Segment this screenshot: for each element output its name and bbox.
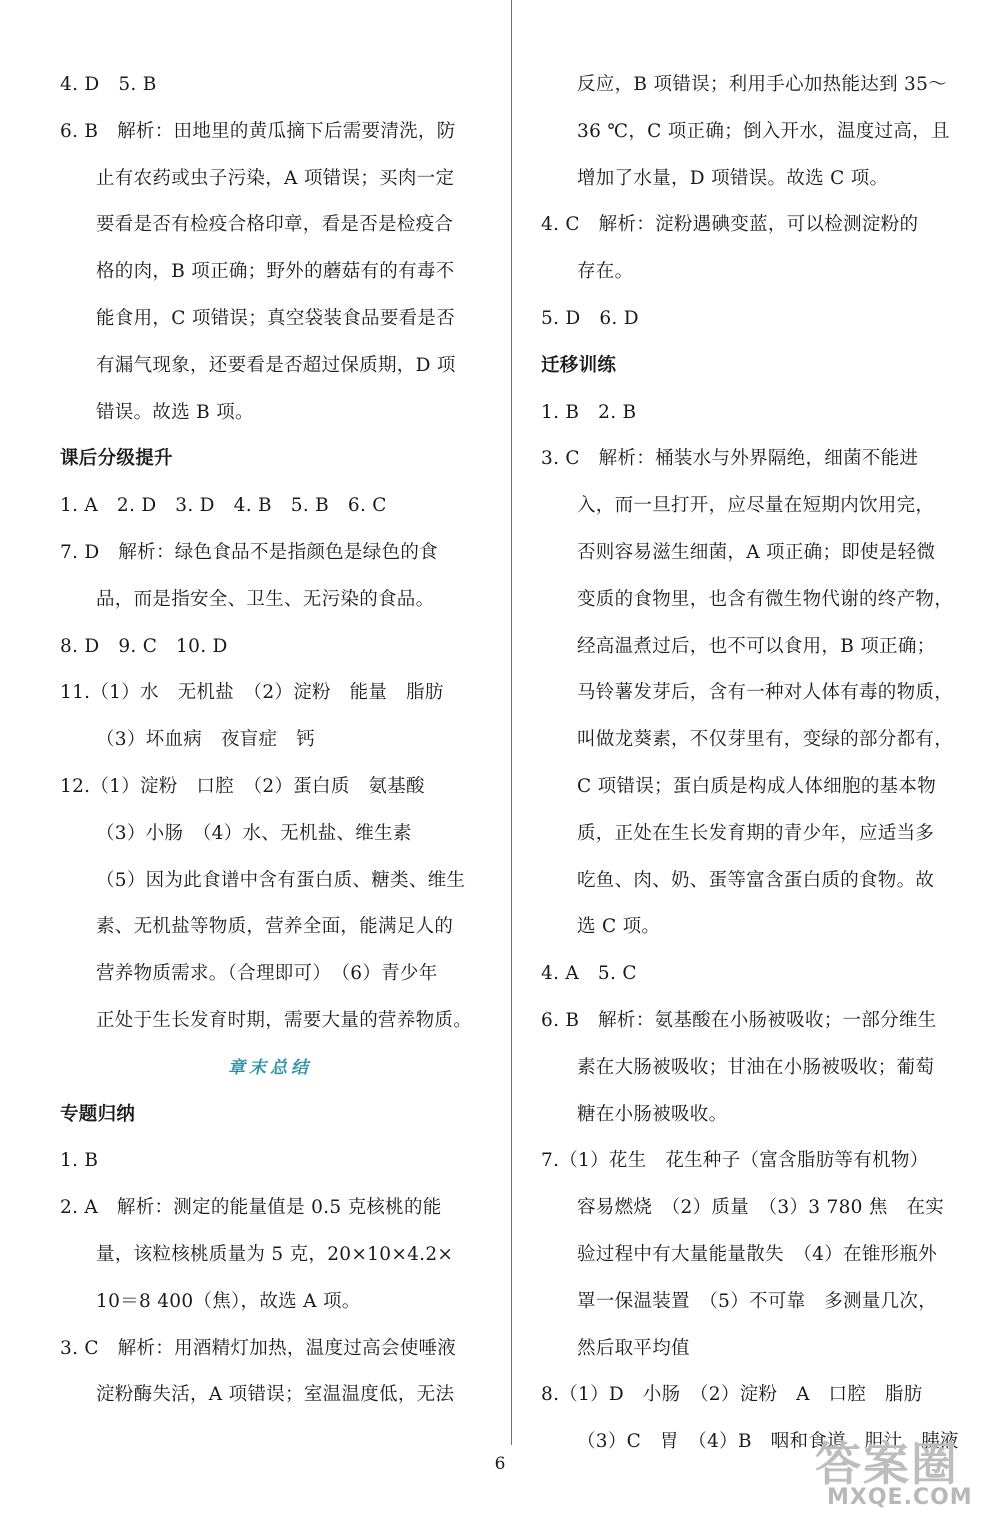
- answer-line: 量，该粒核桃质量为 5 克，20×10×4.2×: [96, 1243, 454, 1265]
- answer-line: 1. A 2. D 3. D 4. B 5. B 6. C: [60, 495, 387, 517]
- right-column: [541, 62, 961, 1466]
- answer-line: 吃鱼、肉、奶、蛋等富含蛋白质的食物。故: [577, 869, 935, 891]
- answer-line: 1. B: [60, 1150, 99, 1172]
- chapter-title: 章末总结: [228, 1057, 312, 1078]
- answer-line: 4. A 5. C: [541, 963, 637, 985]
- answer-line: 存在。: [577, 261, 634, 283]
- answer-line: 反应，B 项错误；利用手心加热能达到 35～: [577, 74, 947, 95]
- answer-line: 糖在小肠被吸收。: [577, 1103, 728, 1125]
- answer-line: 1. B 2. B: [541, 401, 637, 423]
- section-heading: 专题归纳: [60, 1103, 136, 1125]
- answer-line: 马铃薯发芽后，含有一种对人体有毒的物质，: [577, 682, 954, 704]
- answer-line: 10＝8 400（焦），故选 A 项。: [96, 1290, 361, 1312]
- answer-line: 12.（1）淀粉 口腔 （2）蛋白质 氨基酸: [60, 775, 425, 797]
- answer-line: 36 ℃，C 项正确；倒入开水，温度过高，且: [577, 120, 950, 142]
- watermark-url: MXQE.COM: [827, 1485, 973, 1510]
- answer-line: 止有农药或虫子污染，A 项错误；买肉一定: [96, 167, 455, 189]
- answer-line: （5）因为此食谱中含有蛋白质、糖类、维生: [96, 869, 466, 891]
- answer-line: 入，而一旦打开，应尽量在短期内饮用完，: [577, 495, 935, 517]
- answer-line: （3）C 胃 （4）B 咽和食道 胆汁 胰液: [577, 1431, 959, 1453]
- answer-line: 6. B 解析：田地里的黄瓜摘下后需要清洗，防: [60, 120, 456, 142]
- answer-line: 素在大肠被吸收；甘油在小肠被吸收；葡萄: [577, 1056, 935, 1078]
- answer-line: 能食用，C 项错误；真空袋装食品要看是否: [96, 307, 456, 329]
- answer-line: 素、无机盐等物质，营养全面，能满足人的: [96, 916, 454, 938]
- answer-line: 2. A 解析：测定的能量值是 0.5 克核桃的能: [60, 1197, 442, 1219]
- answer-line: 淀粉酶失活，A 项错误；室温温度低，无法: [96, 1384, 455, 1406]
- answer-line: 格的肉，B 项正确；野外的蘑菇有的有毒不: [96, 261, 455, 283]
- answer-line: 罩一保温装置 （5）不可靠 多测量几次，: [577, 1290, 938, 1312]
- answer-line: （3）坏血病 夜盲症 钙: [96, 729, 315, 751]
- answer-line: 错误。故选 B 项。: [96, 401, 254, 423]
- answer-line: 8.（1）D 小肠 （2）淀粉 A 口腔 脂肪: [541, 1384, 923, 1406]
- page-number: 6: [494, 1454, 506, 1474]
- answer-line: 3. C 解析：桶装水与外界隔绝，细菌不能进: [541, 448, 919, 470]
- answer-line: C 项错误；蛋白质是构成人体细胞的基本物: [577, 775, 937, 797]
- answer-line: 叫做龙葵素，不仅芽里有，变绿的部分都有，: [577, 729, 954, 751]
- answer-line: 经高温煮过后，也不可以食用，B 项正确；: [577, 635, 936, 657]
- section-heading: 课后分级提升: [60, 448, 173, 470]
- answer-line: 4. C 解析：淀粉遇碘变蓝，可以检测淀粉的: [541, 214, 919, 236]
- answer-line: 验过程中有大量能量散失 （4）在锥形瓶外: [577, 1243, 938, 1265]
- answer-line: 品，而是指安全、卫生、无污染的食品。: [96, 588, 435, 610]
- answer-line: 11.（1）水 无机盐 （2）淀粉 能量 脂肪: [60, 682, 444, 704]
- section-heading: 迁移训练: [541, 354, 617, 376]
- answer-line: 7.（1）花生 花生种子（富含脂肪等有机物）: [541, 1150, 929, 1172]
- left-column: [60, 62, 480, 1419]
- site-watermark: [815, 1438, 985, 1510]
- answer-line: 营养物质需求。（合理即可） （6）青少年: [96, 963, 438, 985]
- answer-line: 6. B 解析：氨基酸在小肠被吸收；一部分维生: [541, 1009, 937, 1031]
- answer-line: 变质的食物里，也含有微生物代谢的终产物，: [577, 588, 954, 610]
- answer-line: 3. C 解析：用酒精灯加热，温度过高会使唾液: [60, 1337, 457, 1359]
- answer-line: 要看是否有检疫合格印章，看是否是检疫合: [96, 214, 454, 236]
- answer-line: 8. D 9. C 10. D: [60, 635, 228, 657]
- answer-line: 选 C 项。: [577, 916, 661, 938]
- answer-line: 7. D 解析：绿色食品不是指颜色是绿色的食: [60, 541, 438, 563]
- column-divider: [511, 0, 512, 1445]
- watermark-logo-text: 答案圈: [815, 1437, 959, 1491]
- answer-line: 然后取平均值: [577, 1337, 690, 1359]
- answer-line: 增加了水量，D 项错误。故选 C 项。: [577, 167, 889, 189]
- answer-line: 否则容易滋生细菌，A 项正确；即使是轻微: [577, 541, 936, 563]
- answer-line: 质，正处在生长发育期的青少年，应适当多: [577, 822, 935, 844]
- answer-line: 有漏气现象，还要看是否超过保质期，D 项: [96, 354, 456, 376]
- answer-line: （3）小肠 （4）水、无机盐、维生素: [96, 822, 412, 844]
- answer-line: 容易燃烧 （2）质量 （3）3 780 焦 在实: [577, 1197, 945, 1219]
- answer-line: 正处于生长发育时期，需要大量的营养物质。: [96, 1009, 473, 1031]
- answer-line: 4. D 5. B: [60, 74, 157, 95]
- answer-line: 5. D 6. D: [541, 307, 639, 329]
